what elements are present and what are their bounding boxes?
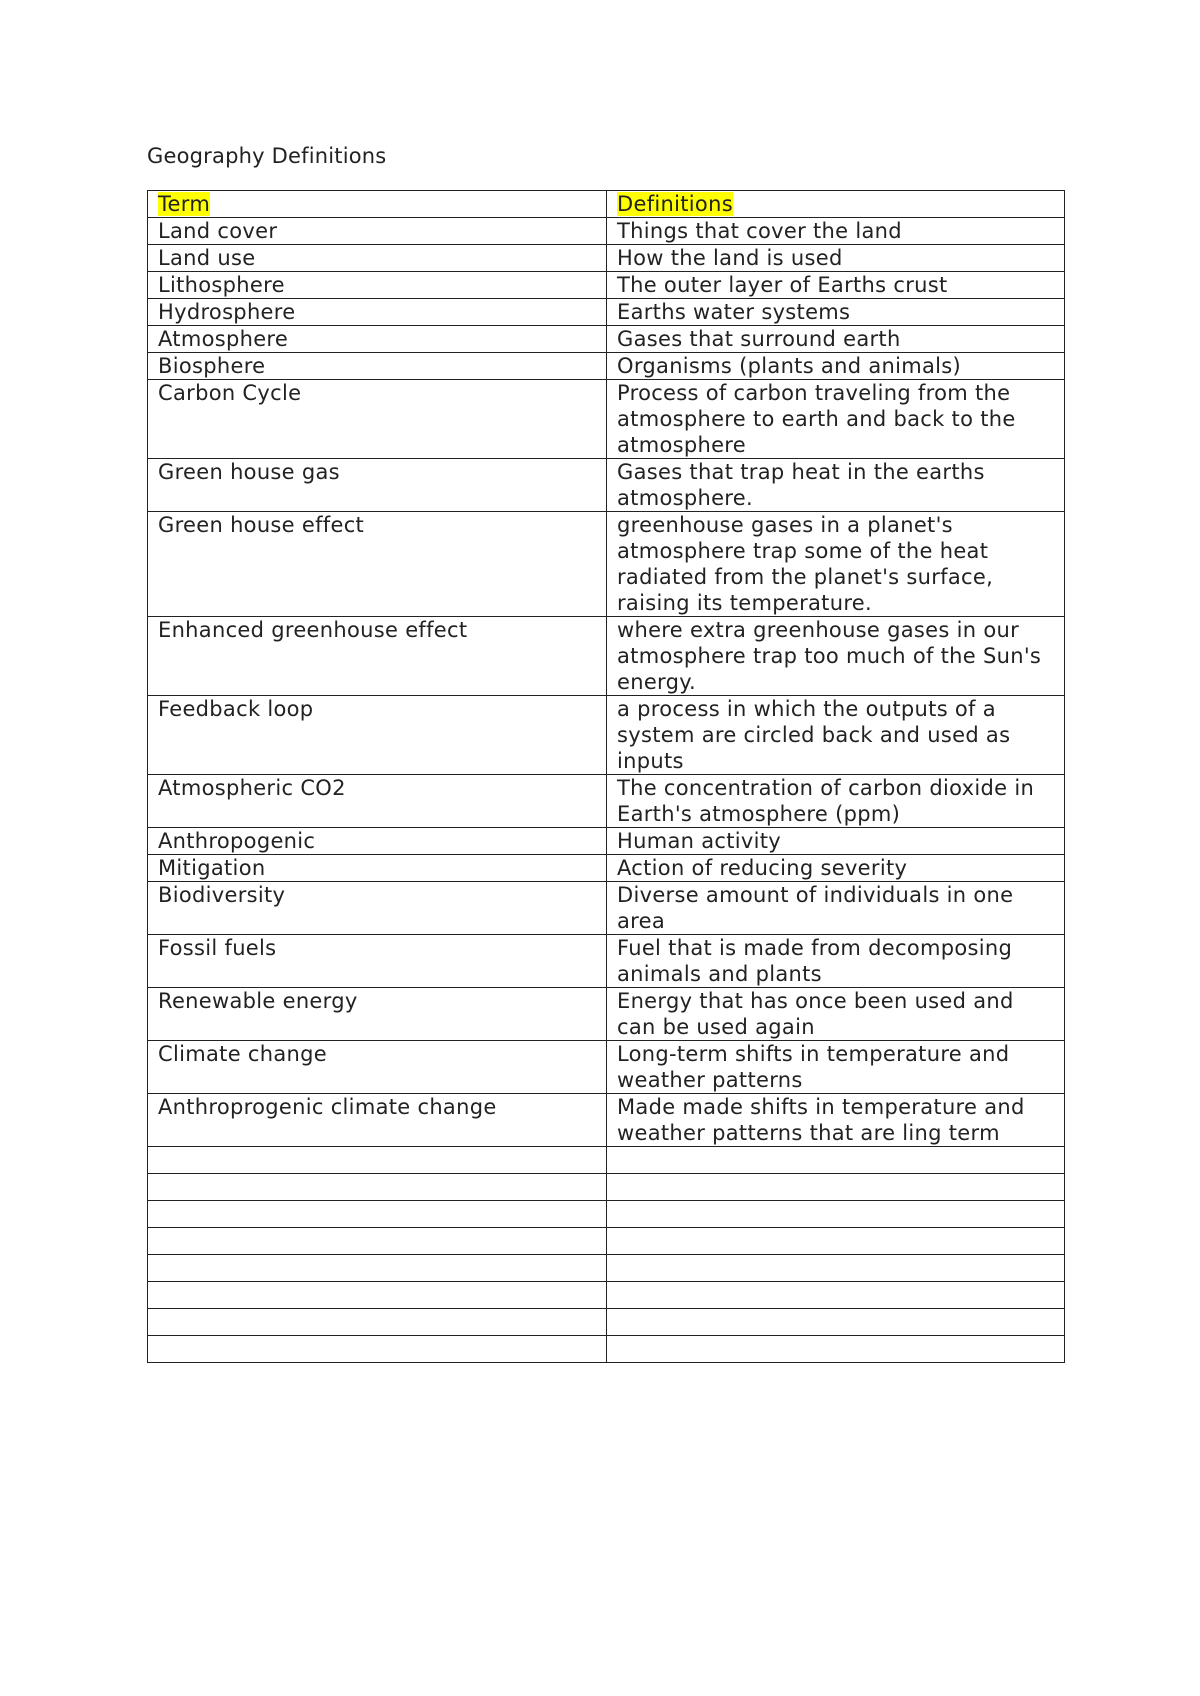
- definition-cell: Organisms (plants and animals): [607, 353, 1065, 380]
- table-row: [148, 353, 1065, 380]
- table-row: [148, 855, 1065, 882]
- term-cell: Anthroprogenic climate change: [148, 1094, 607, 1147]
- term-cell: Biodiversity: [148, 882, 607, 935]
- header-definition-cell: [607, 191, 1065, 218]
- table-row: [148, 1228, 1065, 1255]
- table-row: [148, 696, 1065, 775]
- header-term-label: Term: [158, 192, 211, 216]
- header-term-cell: [148, 191, 607, 218]
- table-row: [148, 245, 1065, 272]
- table-row: [148, 1174, 1065, 1201]
- term-cell: Climate change: [148, 1041, 607, 1094]
- definition-cell: Gases that trap heat in the earths atmosphere.: [607, 459, 1065, 512]
- definition-cell: How the land is used: [607, 245, 1065, 272]
- table-row: [148, 299, 1065, 326]
- header-definition-label: Definitions: [617, 192, 733, 216]
- definition-cell: [607, 1174, 1065, 1201]
- definition-cell: Diverse amount of individuals in one area: [607, 882, 1065, 935]
- term-cell: [148, 1336, 607, 1363]
- term-cell: Renewable energy: [148, 988, 607, 1041]
- definition-cell: [607, 1255, 1065, 1282]
- definition-cell: Made made shifts in temperature and weather patterns that are ling term: [607, 1094, 1065, 1147]
- term-cell: [148, 1282, 607, 1309]
- definition-cell: [607, 1228, 1065, 1255]
- table-row: [148, 272, 1065, 299]
- table-row: [148, 1041, 1065, 1094]
- definition-cell: Energy that has once been used and can be used again: [607, 988, 1065, 1041]
- definition-cell: [607, 1309, 1065, 1336]
- table-row: [148, 326, 1065, 353]
- definition-cell: greenhouse gases in a planet's atmosphere trap some of the heat radiated from the planet's surface, raising its temperature.: [607, 512, 1065, 617]
- term-cell: [148, 1147, 607, 1174]
- definition-cell: [607, 1336, 1065, 1363]
- table-row: [148, 380, 1065, 459]
- term-cell: Atmosphere: [148, 326, 607, 353]
- term-cell: Enhanced greenhouse effect: [148, 617, 607, 696]
- table-row: [148, 1309, 1065, 1336]
- term-cell: Atmospheric CO2: [148, 775, 607, 828]
- definition-cell: The outer layer of Earths crust: [607, 272, 1065, 299]
- table-row: [148, 1147, 1065, 1174]
- definition-cell: Process of carbon traveling from the atmosphere to earth and back to the atmosphere: [607, 380, 1065, 459]
- table-row: [148, 512, 1065, 617]
- term-cell: Hydrosphere: [148, 299, 607, 326]
- table-row: [148, 1336, 1065, 1363]
- table-row: [148, 828, 1065, 855]
- table-body: [148, 191, 1065, 1363]
- definition-cell: where extra greenhouse gases in our atmosphere trap too much of the Sun's energy.: [607, 617, 1065, 696]
- term-cell: Lithosphere: [148, 272, 607, 299]
- definition-cell: [607, 1147, 1065, 1174]
- table-row: [148, 218, 1065, 245]
- term-cell: [148, 1174, 607, 1201]
- definition-cell: Long-term shifts in temperature and weather patterns: [607, 1041, 1065, 1094]
- table-row: [148, 775, 1065, 828]
- definition-cell: Gases that surround earth: [607, 326, 1065, 353]
- term-cell: Green house gas: [148, 459, 607, 512]
- table-row: [148, 1201, 1065, 1228]
- definition-cell: [607, 1282, 1065, 1309]
- definition-cell: Human activity: [607, 828, 1065, 855]
- table-row: [148, 617, 1065, 696]
- definition-cell: Action of reducing severity: [607, 855, 1065, 882]
- term-cell: Biosphere: [148, 353, 607, 380]
- term-cell: Carbon Cycle: [148, 380, 607, 459]
- term-cell: [148, 1228, 607, 1255]
- term-cell: Land use: [148, 245, 607, 272]
- table-row: [148, 459, 1065, 512]
- term-cell: [148, 1309, 607, 1336]
- definition-cell: a process in which the outputs of a system are circled back and used as inputs: [607, 696, 1065, 775]
- term-cell: Land cover: [148, 218, 607, 245]
- table-row: [148, 1282, 1065, 1309]
- page-title: Geography Definitions: [147, 144, 387, 168]
- term-cell: Anthropogenic: [148, 828, 607, 855]
- term-cell: Feedback loop: [148, 696, 607, 775]
- table-row: [148, 882, 1065, 935]
- term-cell: Mitigation: [148, 855, 607, 882]
- definition-cell: Earths water systems: [607, 299, 1065, 326]
- term-cell: Fossil fuels: [148, 935, 607, 988]
- table-header-row: [148, 191, 1065, 218]
- definition-cell: [607, 1201, 1065, 1228]
- definitions-table: [147, 190, 1065, 1363]
- definition-cell: The concentration of carbon dioxide in Earth's atmosphere (ppm): [607, 775, 1065, 828]
- term-cell: [148, 1201, 607, 1228]
- term-cell: Green house effect: [148, 512, 607, 617]
- table-row: [148, 988, 1065, 1041]
- table-row: [148, 1094, 1065, 1147]
- table-row: [148, 1255, 1065, 1282]
- term-cell: [148, 1255, 607, 1282]
- definition-cell: Fuel that is made from decomposing animals and plants: [607, 935, 1065, 988]
- definition-cell: Things that cover the land: [607, 218, 1065, 245]
- table-row: [148, 935, 1065, 988]
